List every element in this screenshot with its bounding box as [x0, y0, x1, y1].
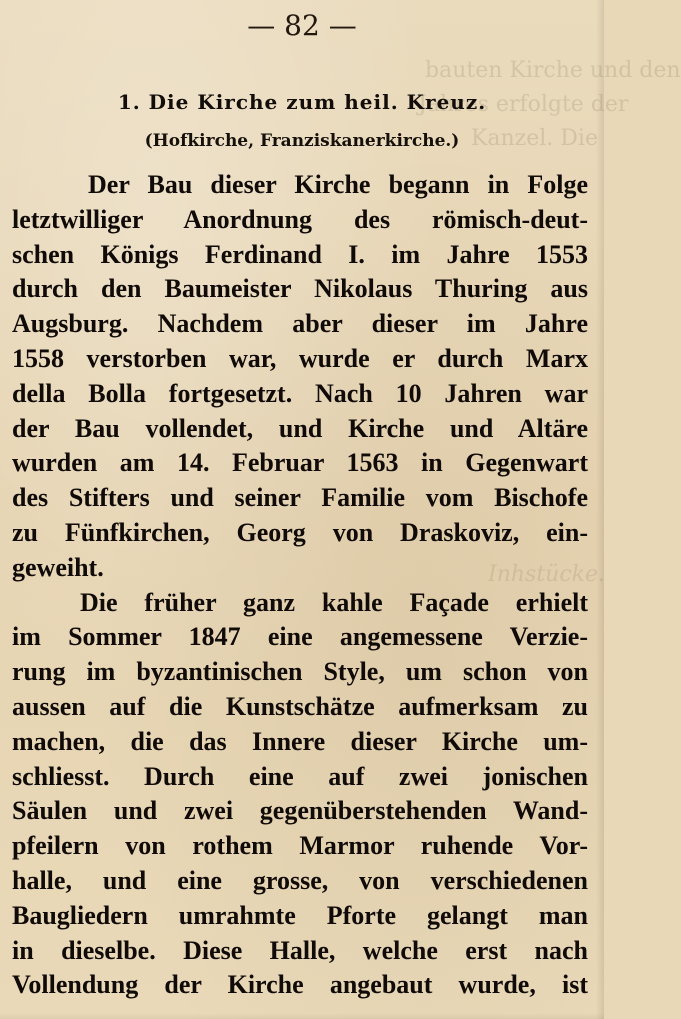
text-line: geweiht.	[12, 552, 104, 582]
text-line: schliesst. Durch eine auf zwei jonischen	[12, 761, 588, 791]
body-text	[12, 168, 588, 1003]
text-line: Augsburg. Nachdem aber dieser im Jahre	[12, 309, 588, 339]
text-line: Baugliedern umrahmte Pforte gelangt man	[12, 900, 588, 930]
text-line: zu Fünfkirchen, Georg von Draskoviz, ein-	[12, 517, 588, 547]
text-line: der Bau vollendet, und Kirche und Altäre	[12, 413, 588, 443]
text-line: della Bolla fortgesetzt. Nach 10 Jahren war	[12, 378, 588, 408]
text-line: 1558 verstorben war, wurde er durch Marx	[12, 343, 588, 373]
text-line: im Sommer 1847 eine angemessene Verzie-	[12, 622, 588, 652]
text-line: Säulen und zwei gegenüberstehenden Wand-	[12, 796, 588, 826]
text-line: wurden am 14. Februar 1563 in Gegenwart	[12, 448, 588, 478]
text-line: rung im byzantinischen Style, um schon von	[12, 657, 588, 687]
text-line: aussen auf die Kunstschätze aufmerksam zu	[12, 691, 588, 721]
section-subheading: (Hofkirche, Franziskanerkirche.)	[144, 131, 460, 151]
text-line: des Stifters und seiner Familie vom Bischofe	[12, 483, 588, 513]
text-line: schen Königs Ferdinand I. im Jahre 1553	[12, 239, 588, 269]
page-number: — 82 —	[247, 9, 357, 42]
text-line: durch den Baumeister Nikolaus Thuring aus	[12, 274, 588, 304]
text-line: halle, und eine grosse, von verschiedenen	[12, 865, 588, 895]
show-through-text-lower: Inhstücke.	[488, 562, 605, 587]
text-line: pfeilern von rothem Marmor ruhende Vor-	[12, 831, 588, 861]
text-line: in dieselbe. Diese Halle, welche erst nach	[12, 935, 588, 965]
text-line: Vollendung der Kirche angebaut wurde, ist	[12, 970, 588, 1000]
show-through-text: bauten Kirche und den Jahres erfolgte der Kanzel. Die	[418, 58, 681, 151]
text-line: Die früher ganz kahle Façade erhielt	[80, 587, 588, 617]
section-heading: 1. Die Kirche zum heil. Kreuz.	[117, 90, 487, 114]
text-line: letztwilliger Anordnung des römisch-deut-	[12, 204, 588, 234]
text-line: Der Bau dieser Kirche begann in Folge	[88, 170, 588, 199]
text-line: machen, die das Innere dieser Kirche um-	[12, 726, 588, 756]
page-bottom-shade	[0, 1013, 604, 1019]
